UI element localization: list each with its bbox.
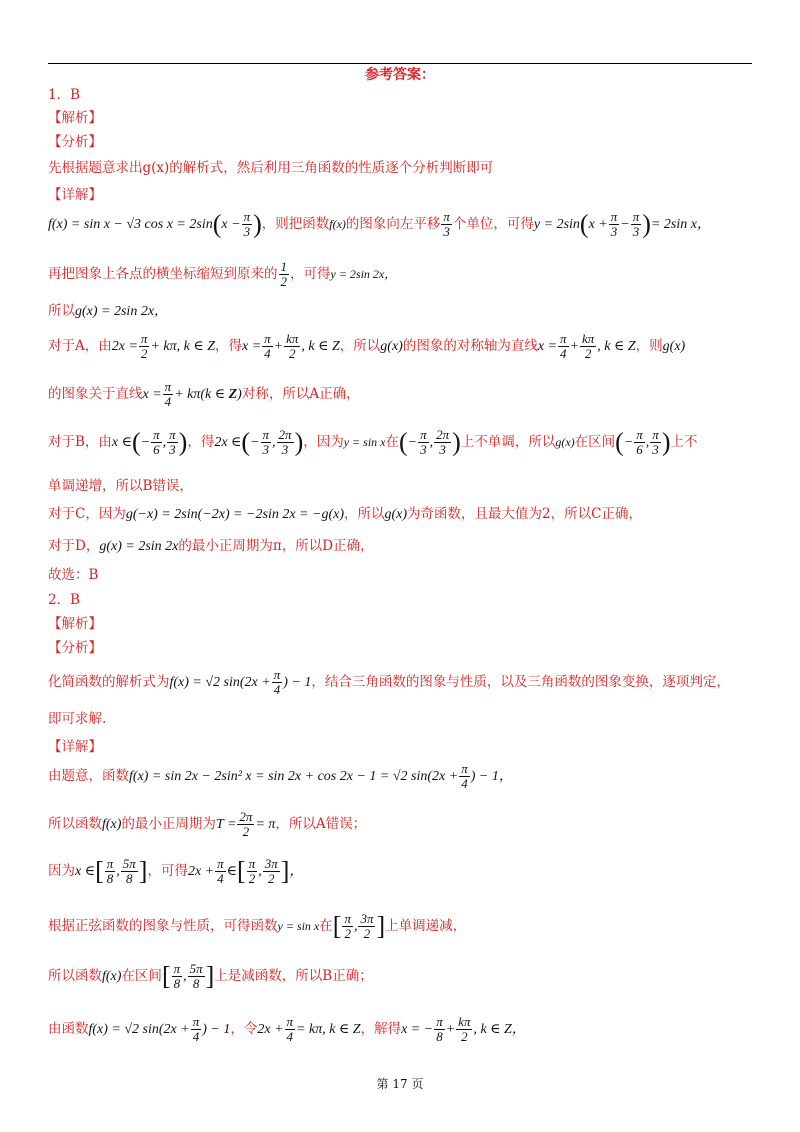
q1-line-7: 单调递增，所以B错误， (48, 478, 193, 494)
text: 的图象向左平移 (345, 216, 441, 232)
text: 在区间 (574, 434, 616, 450)
q2-fenxi: 【分析】 (48, 640, 102, 656)
formula: g(x) = 2sin 2x， (75, 304, 169, 319)
text: 对于A，由 (48, 338, 112, 354)
text: 对于D， (48, 538, 100, 554)
text: ，则把函数 (261, 216, 330, 232)
text: 的最小正周期为 (121, 816, 216, 832)
text: 由题意，函数 (48, 768, 129, 784)
formula: = 2sin x， (650, 217, 711, 232)
text: 的图象关于直线 (48, 386, 143, 402)
q1-line-9 (48, 534, 374, 555)
text: 由函数 (48, 1021, 89, 1037)
text: ，解得 (360, 1021, 402, 1037)
text: 上不 (670, 434, 698, 450)
q2-fenxi-line-1: 化简函数的解析式为f(x) = √2 sin(2x + $\frac{\pi}{4}$ ) − 1，结合三角函数的图象与性质，以及三角函数的图象变换，逐项判定， (48, 667, 730, 697)
text: ，令 (230, 1021, 258, 1037)
text: ，因为 (303, 434, 344, 450)
text: 再把图象上各点的横坐标缩短到原来的 (48, 266, 278, 282)
text: 上不单调，所以 (460, 434, 556, 450)
text: 的图象的对称轴为直线 (402, 338, 538, 354)
page-number: 第 17 页 (376, 1077, 424, 1091)
q1-fenxi-text: 先根据题意求出g(x)的解析式，然后利用三角函数的性质逐个分析判断即可 (48, 160, 494, 176)
text: 因为 (48, 863, 75, 879)
text: 上是减函数，所以B正确； (214, 968, 373, 984)
q1-line-6: 对于B，由x ∈(− $\frac{\pi}{6}$ , $\frac{\pi}{3}$ )，得2x ∈(− $\frac{\pi}{3}$ , $\frac{2\pi}{3}$ )，因为y = sin x在(− $\frac{\pi}{3}$ , $\frac{2\pi}{3}$ )上不单调，所以g(x)在区间(− $\frac{\pi}{6}$ , $\frac{\pi}{3}$ )上不 (48, 427, 698, 457)
text: 对于C，因为 (48, 506, 126, 522)
text: 对于B，由 (48, 434, 112, 450)
text: 在 (319, 918, 333, 934)
text: ，所以 (343, 506, 385, 522)
text: ，结合三角函数的图象与性质，以及三角函数的图象变换，逐项判定， (311, 674, 730, 690)
formula: f(x) (329, 217, 346, 231)
q2-line-6: 由函数f(x) = √2 sin(2x + $\frac{\pi}{4}$ ) − 1，令2x + $\frac{\pi}{4}$ = kπ, k ∈ Z，解得x = − $\frac{\pi}{8}$ + $\frac{k\pi}{2}$ , k ∈ Z， (48, 1014, 526, 1044)
text: 化简函数的解析式为 (48, 674, 170, 690)
formula: f(x) = sin 2x − 2sin² x = sin 2x + cos 2x − 1 = √2 sin(2x + (129, 769, 459, 784)
text: 在区间 (121, 968, 162, 984)
q1-line-4: 对于A，由2x = $\frac{\pi}{2}$ + kπ, k ∈ Z，得x = $\frac{\pi}{4}$ + $\frac{k\pi}{2}$ , k ∈ Z，所以g(x)的图象的对称轴为直线x = $\frac{\pi}{4}$ + $\frac{k\pi}{2}$ , k ∈ Z，则g(x) (48, 331, 686, 361)
text: 为奇函数，且最大值为2，所以C正确， (407, 506, 642, 522)
q2-fenxi-line-2: 即可求解. (48, 711, 107, 727)
q2-line-3: 因为x ∈[ $\frac{\pi}{8}$ , $\frac{5\pi}{8}$ ]，可得2x + $\frac{\pi}{4}$ ∈[ $\frac{\pi}{2}$ , $\frac{3\pi}{2}$ ]， (48, 856, 304, 886)
q1-fenxi: 【分析】 (48, 134, 102, 150)
text: ，所以A错误； (275, 816, 367, 832)
formula: f(x) = sin x − √3 cos x = 2sin (48, 217, 213, 232)
text: 在 (385, 434, 399, 450)
text: ，所以 (339, 338, 381, 354)
q1-line-3 (48, 299, 168, 320)
text: ，可得 (147, 863, 188, 879)
q1-xiangjie: 【详解】 (48, 187, 102, 203)
text: 所以函数 (48, 816, 102, 832)
text: 个单位，可得 (452, 216, 534, 232)
q2-line-2: 所以函数f(x)的最小正周期为T = $\frac{2\pi}{2}$ = π，所以A错误； (48, 809, 367, 839)
q2-xiangjie: 【详解】 (48, 739, 102, 755)
q1-line-2: 再把图象上各点的横坐标缩短到原来的 $\frac{1}{2}$ ，可得y = 2sin 2x， (48, 259, 397, 289)
q1-number: 1．B (48, 87, 81, 103)
q1-line-8: 对于C，因为g(−x) = 2sin(−2x) = −2sin 2x = −g(x)，所以g(x)为奇函数，且最大值为2，所以C正确， (48, 506, 642, 522)
q2-line-4: 根据正弦函数的图象与性质，可得函数y = sin x在[ $\frac{\pi}{2}$ , $\frac{3\pi}{2}$ ]上单调递减， (48, 911, 467, 941)
text: ，则 (635, 338, 663, 354)
q1-line-10: 故选：B (48, 567, 99, 583)
text: 对称，所以A正确， (241, 386, 360, 402)
text: 上单调递减， (385, 918, 467, 934)
q1-jiexi: 【解析】 (48, 110, 102, 126)
q1-line-1: f(x) = sin x − √3 cos x = 2sin(x − $\frac{\pi}{3}$ )，则把函数f(x)的图象向左平移 $\frac{\pi}{3}$ 个单位，可得y = 2sin(x + $\frac{\pi}{3}$ − $\frac{\pi}{3}$ )= 2sin x， (48, 209, 711, 239)
q2-jiexi: 【解析】 (48, 616, 102, 632)
q2-line-1: 由题意，函数f(x) = sin 2x − 2sin² x = sin 2x + cos 2x − 1 = √2 sin(2x + $\frac{\pi}{4}$ ) − 1， (48, 761, 513, 791)
q2-number: 2．B (48, 592, 81, 608)
text: 所以函数 (48, 968, 102, 984)
formula: g(x) = 2sin 2x (99, 539, 179, 554)
q2-line-5: 所以函数f(x)在区间[ $\frac{\pi}{8}$ , $\frac{5\pi}{8}$ ]上是减函数，所以B正确； (48, 961, 373, 991)
text: 的最小正周期为π，所以D正确， (178, 538, 374, 554)
q1-line-5: 的图象关于直线x = $\frac{\pi}{4}$ + kπ(k ∈ Z)对称，所以A正确， (48, 379, 360, 409)
formula: y = 2sin 2x， (330, 267, 397, 281)
text: ，可得 (290, 266, 331, 282)
page-title: 参考答案： (365, 67, 435, 83)
text: ，得 (187, 434, 215, 450)
text: ，得 (214, 338, 242, 354)
text: 所以 (48, 303, 75, 319)
formula: g(−x) = 2sin(−2x) = −2sin 2x = −g(x) (125, 507, 344, 522)
formula: y = 2sin (533, 217, 580, 232)
text: 根据正弦函数的图象与性质，可得函数 (48, 918, 278, 934)
